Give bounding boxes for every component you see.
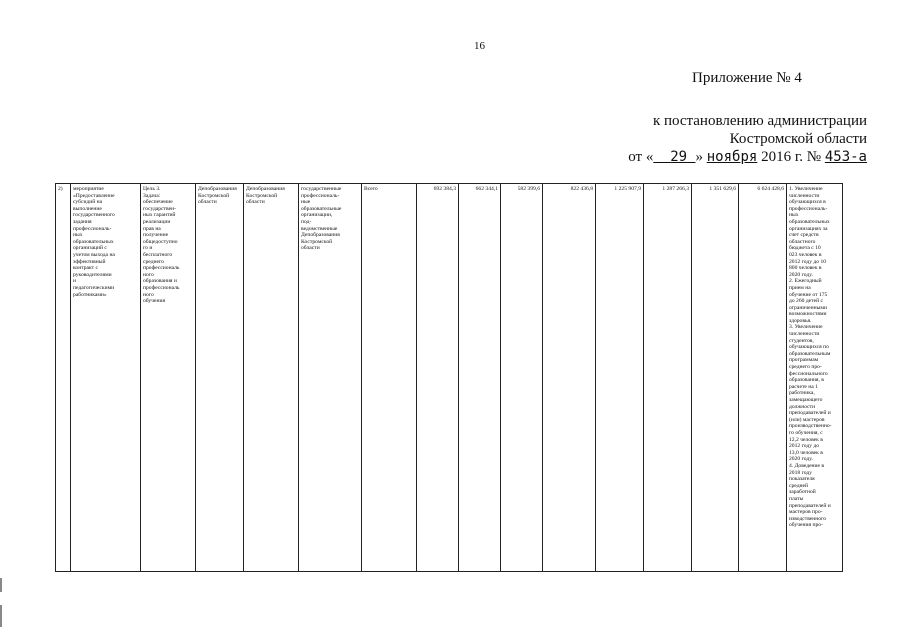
- page-number: 16: [474, 40, 485, 52]
- goal-cell: Цель 3. Задача: обеспечение государствен- ных гарантий реализации прав на получение общедоступно го и бесплатного среднего профессиональ ного образования и профессиональ ного обучения: [141, 184, 196, 572]
- resolution-line-2: Костромской области: [729, 131, 867, 147]
- funding-source-cell: Всего: [362, 184, 417, 572]
- resolution-header: [567, 112, 867, 166]
- resolution-line-1: к постановлению администрации: [652, 113, 867, 129]
- value-cell: 1 225 907,9: [596, 184, 644, 572]
- value-cell: 692 384,3: [417, 184, 459, 572]
- indicators-cell: 1. Увеличение численности обучающихся в профессиональ- ных образовательных организациях за счет средств областного бюджета с 10 023 человек в 2012 году до 10 800 человек в 2020 году. 2. Ежегодный прием на обучение от 175 до 260 детей с ограниченными возможностями здоровья. 3. Увеличение численности студентов, обучающихся по образовательным программам среднего про- фессионального образования, в расчете на 1 работника, замещающего должности преподавателей и (или) мастеров производственно- го обучения, с 12,2 человек в 2012 году до 13,0 человек в 2020 году. 4. Доведение в 2018 году показателя средней заработной платы преподавателей и мастеров про- изводственного обучения про-: [787, 184, 843, 572]
- value-cell: 662 344,1: [459, 184, 501, 572]
- responsible-cell: Депобразования Костромской области: [196, 184, 244, 572]
- table-row: [56, 184, 843, 572]
- date-year: 2016 г. №: [761, 149, 822, 165]
- handwritten-month: ноября: [706, 149, 758, 165]
- scan-edge-mark: [0, 605, 2, 627]
- scan-edge-mark: [0, 578, 2, 592]
- value-cell: 1 287 266,3: [644, 184, 692, 572]
- value-cell: 822 436,8: [543, 184, 596, 572]
- value-cell-total: 6 624 428,6: [739, 184, 787, 572]
- measure-cell: мероприятие «Предоставление субсидий на выполнение государственного задания профессиональ- ных образовательных организаций с учетом выхода на эффективный контракт с руководителями и педагогическими работниками»: [71, 184, 141, 572]
- participants-cell: государственные профессиональ- ные образовательные организации, под- ведомственные Депобразования Костромской области: [299, 184, 362, 572]
- value-cell: 1 351 629,6: [692, 184, 739, 572]
- handwritten-number: 453-а: [824, 149, 867, 165]
- row-index: 2): [56, 184, 71, 572]
- value-cell: 582 399,6: [501, 184, 543, 572]
- program-table: [55, 183, 843, 572]
- handwritten-day: 29: [670, 149, 688, 165]
- appendix-title: Приложение № 4: [692, 70, 802, 86]
- coexecutor-cell: Депобразования Костромской области: [244, 184, 299, 572]
- resolution-date-line: [567, 148, 867, 166]
- date-prefix: от «: [628, 149, 654, 165]
- date-mid: »: [695, 149, 703, 165]
